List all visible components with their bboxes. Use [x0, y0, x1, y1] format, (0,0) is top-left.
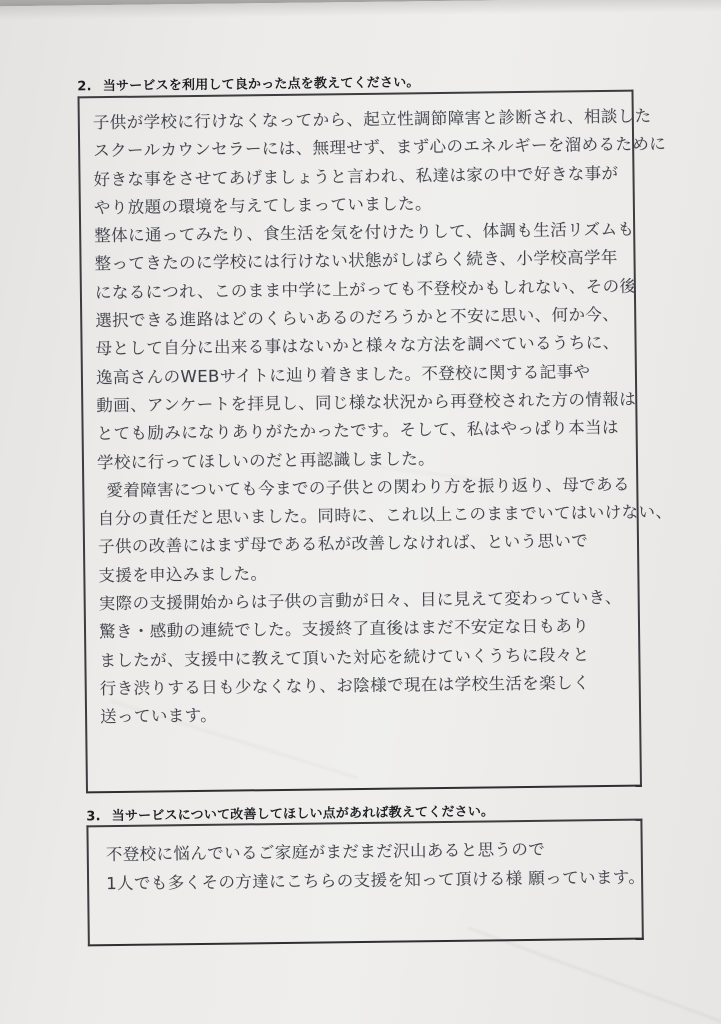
handwritten-line: とても励みになりありがたかったです。そして、私はやっぱり本当は [96, 418, 619, 444]
handwritten-line: 母として自分に出来る事はないかと様々な方法を調べているうちに、 [95, 333, 620, 359]
handwritten-line: 動画、アンケートを拝見し、同じ様な状況から再登校された方の情報は [96, 389, 637, 416]
handwritten-line: 子供の改善にはまず母である私が改善しなければ、という思いで [97, 531, 589, 557]
handwritten-line: 不登校に悩んでいるご家庭がまだまだ沢山あると思うので [105, 839, 546, 865]
question-2-label: 当サービスを利用して良かった点を教えてください。 [102, 75, 420, 95]
handwritten-line: 整体に通ってみたり、食生活を気を付けたりして、体調も生活リズムも [94, 219, 635, 246]
handwritten-line: 選択できる進路はどのくらいあるのだろうかと不安に思い、何か今、 [95, 304, 620, 331]
handwritten-line: 支援を申込みました。 [98, 563, 268, 585]
handwritten-line: 実際の支援開始からは子供の言動が日々、目に見えて変わっていき、 [98, 587, 622, 614]
handwritten-line: になるにつれ、このまま中学に上がっても不登校かもしれない、その後 [94, 276, 637, 303]
question-3-label: 当サービスについて改善してほしい点があれば教えてください。 [111, 804, 495, 825]
handwritten-line: ましたが、支援中に教えて頂いた対応を続けていくうちに段々と [99, 644, 590, 670]
handwritten-line: 学校に行ってほしいのだと再認識しました。 [96, 448, 436, 472]
question-3-number: 3. [86, 809, 101, 825]
handwritten-line: 自分の責任だと思いました。同時に、これ以上このままでいてはいけない、 [97, 502, 673, 529]
handwritten-line: 整ってきたのに学校には行けない状態がしばらく続き、小学校高学年 [94, 248, 618, 274]
question-2-heading [77, 71, 419, 94]
handwritten-line: 子供が学校に行けなくなってから、起立性調節障害と診断され、相談した [92, 106, 652, 133]
question-2-answer-box [78, 90, 673, 794]
question-2-number: 2. [77, 79, 92, 95]
handwritten-line: やり放題の環境を与えてしまっていました。 [93, 193, 432, 218]
question-3-answer-box [86, 819, 646, 947]
handwritten-line: 逸高さんのWEBサイトに辿り着きました。不登校に関する記事や [95, 361, 591, 387]
handwritten-line: スクールカウンセラーには、無理せず、まず心のエネルギーを溜めるために [93, 134, 667, 161]
handwritten-line: 好きな事をさせてあげましょうと言われ、私達は家の中で好きな事が [93, 163, 619, 189]
handwritten-line: 送っています。 [99, 706, 218, 727]
handwritten-line: 行き渋りする日も少なくなり、お陰様で現在は学校生活を楽しく [99, 673, 590, 699]
handwritten-line: 愛着障害についても今までの子供との関わり方を振り返り、母である [106, 474, 630, 500]
handwritten-line: 1人でも多くその方達にこちらの支援を知って頂ける様 願っています。 [106, 867, 646, 894]
handwritten-line: 驚き・感動の連続でした。支援終了直後はまだ不安定な日もあり [98, 616, 590, 642]
